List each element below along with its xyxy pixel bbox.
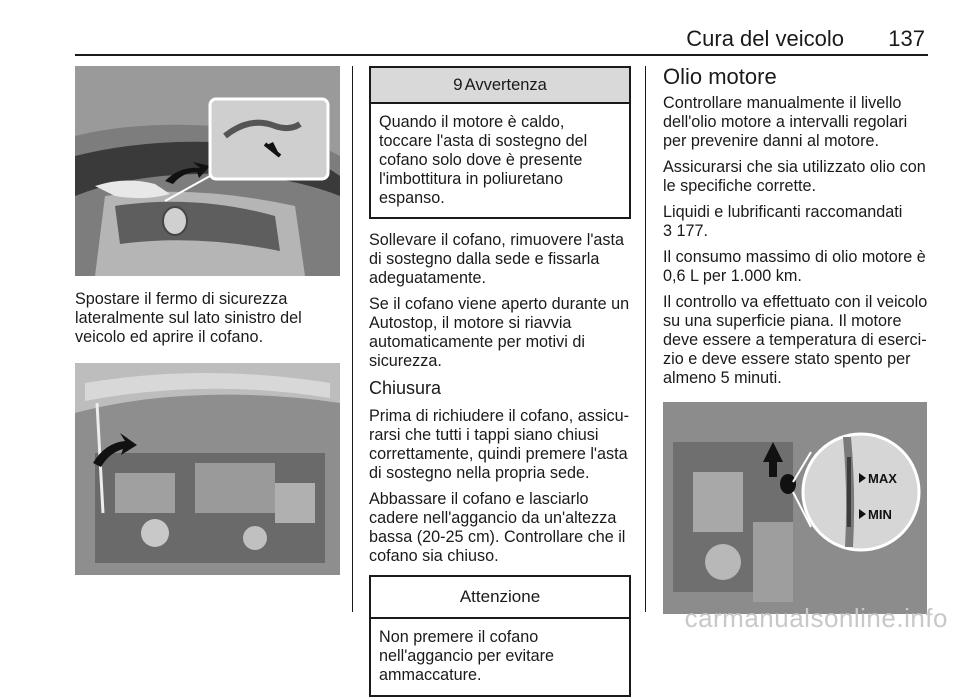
body-text: Liquidi e lubrificanti raccomandati (663, 203, 903, 221)
warning-icon: 9 (453, 75, 463, 94)
body-text: Abbassare il cofano e lasciarlo cadere nell'aggancio da un'altezza bassa (20-25 cm). Controllare che il cofano sia chiuso. (369, 490, 626, 565)
caution-title: Attenzione (371, 577, 629, 619)
section-heading: Olio motore (663, 64, 777, 89)
dipstick-illustration (663, 402, 927, 614)
body-text: Sollevare il cofano, rimuovere l'asta di sostegno dalla sede e fissarla adeguatamente. (369, 231, 625, 287)
warning-box (369, 66, 631, 219)
hood-latch-illustration (75, 66, 340, 276)
body-text: Prima di richiudere il cofano, assicurarsi che tutti i tappi siano chiusi correttamente, quindi premere l'asta di sostegno nella propria sede. (369, 407, 630, 482)
body-text: Il consumo massimo di olio motore è 0,6 L per 1.000 km. (663, 248, 926, 285)
dipstick-max-label: MAX (868, 471, 897, 486)
watermark: carmanualsonline.info (684, 603, 948, 633)
engine-bay-illustration (75, 363, 340, 575)
page-header (75, 24, 928, 56)
body-text: Assicurarsi che sia utilizzato olio con le specifiche corrette. (663, 158, 926, 195)
subheading: Chiusura (369, 378, 442, 398)
warning-header (371, 68, 629, 104)
column-right (663, 64, 929, 614)
caution-box (369, 575, 631, 697)
body-text: Controllare manualmente il livello dell'olio motore a intervalli regolari per prevenire danni al motore. (663, 94, 908, 150)
dipstick-min-label: MIN (868, 507, 892, 522)
page-reference: 3 177. (663, 222, 709, 240)
warning-title: Avvertenza (464, 75, 547, 94)
body-text: Spostare il fermo di sicurezza lateralmente sul lato sinistro del veicolo ed aprire il cofano. (75, 290, 302, 346)
body-text: Il controllo va effettuato con il veicolo su una superficie piana. Il motore deve essere a temperatura di esercizio e deve essere stato spento per almeno 5 minuti. (663, 293, 928, 387)
column-divider (645, 66, 646, 612)
caution-text: Non premere il cofano nell'aggancio per evitare ammaccature. (379, 628, 554, 684)
section-title: Cura del veicolo (686, 26, 844, 51)
column-divider (352, 66, 353, 612)
body-text: Se il cofano viene aperto durante un Autostop, il motore si riavvia automaticamente per motivi di sicurezza. (369, 295, 630, 370)
column-left (75, 66, 340, 575)
column-middle (369, 66, 631, 697)
warning-text: Quando il motore è caldo, toccare l'asta di sostegno del cofano solo dove è presente l'imbottitura in poliuretano espanso. (379, 113, 588, 207)
page-number: 137 (888, 26, 925, 51)
